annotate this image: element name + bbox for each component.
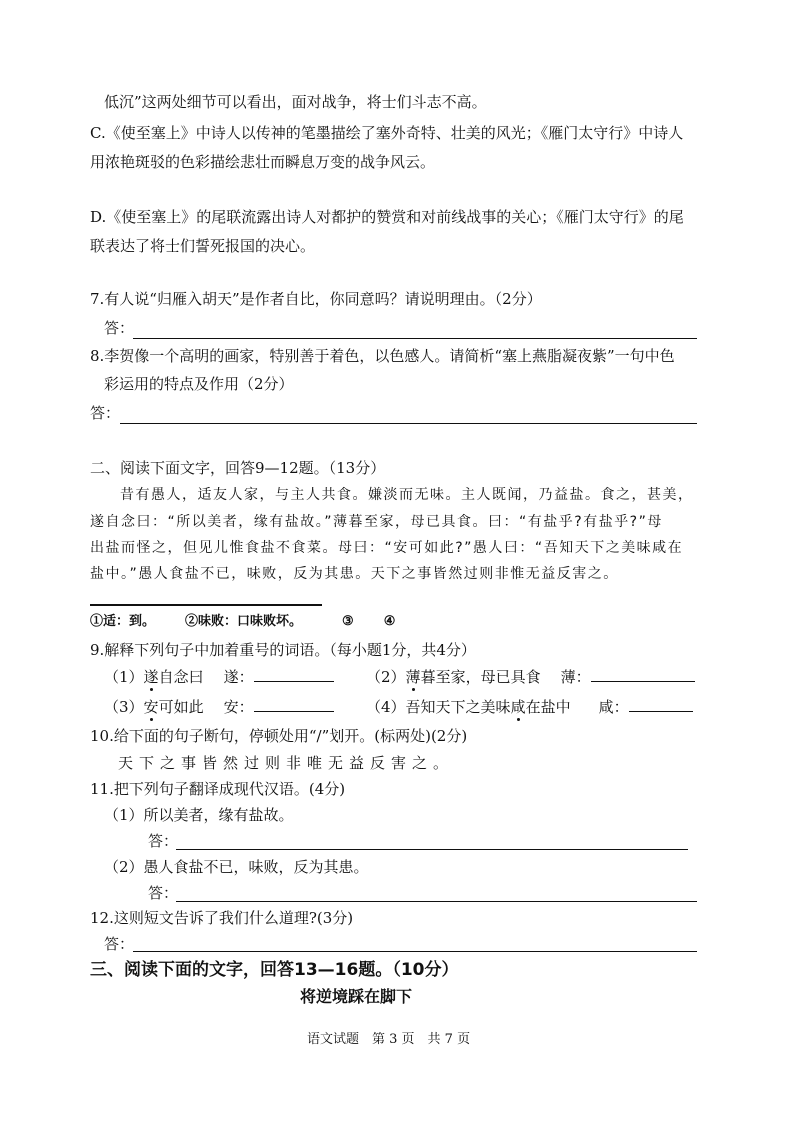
question-10: 10.给下面的句子断句，停顿处用“/”划开。(标两处)(2分) — [90, 727, 468, 745]
q11-item-1-answer-line[interactable] — [176, 849, 688, 850]
q9-item-1-num: （1） — [104, 668, 144, 686]
q9-item-1-word: 遂： — [223, 668, 254, 686]
q9-item-4-blank[interactable] — [629, 697, 693, 712]
q9-item-2-blank[interactable] — [591, 667, 695, 682]
question-12: 12.这则短文告诉了我们什么道理?(3分) — [90, 909, 354, 927]
q9-item-4-dotted-word: 咸 — [510, 698, 526, 716]
note-2: ②味败：口味败坏。 — [185, 614, 303, 629]
passage-line-2: 遂自念曰：“所以美者，缘有盐故。”薄暮至家，母已具食。曰：“有盐乎?有盐乎?”母 — [90, 514, 663, 530]
q9-item-1-blank[interactable] — [254, 667, 334, 682]
q9-item-1-text: 自念曰 — [158, 668, 204, 686]
q9-item-4-num: （4） — [366, 698, 406, 716]
section-3-heading: 三、阅读下面的文字，回答13—16题。（10分） — [90, 960, 459, 980]
q7-answer-label: 答： — [104, 319, 135, 337]
page-footer: 语文试题 第 3 页 共 7 页 — [307, 1032, 471, 1047]
option-c-line2: 用浓艳斑驳的色彩描绘悲壮而瞬息万变的战争风云。 — [90, 153, 436, 171]
q9-item-3-num: （3） — [104, 698, 144, 716]
q8-answer-label: 答： — [90, 404, 121, 422]
q9-item-2 — [366, 667, 695, 687]
q9-item-3 — [104, 697, 334, 717]
q11-item-2-answer-line[interactable] — [176, 901, 697, 902]
option-d-line2: 联表达了将士们誓死报国的决心。 — [90, 237, 316, 255]
option-d-line1: D.《使至塞上》的尾联流露出诗人对都护的赞赏和对前线战事的关心；《雁门太守行》的尾 — [90, 208, 684, 226]
q9-item-3-word: 安： — [223, 698, 254, 716]
q9-item-2-text: 暮至家，母已具食 — [420, 668, 541, 686]
q9-item-3-text: 可如此 — [158, 698, 204, 716]
option-b-tail: 低沉”这两处细节可以看出，面对战争，将士们斗志不高。 — [104, 93, 487, 111]
q9-item-1 — [104, 667, 334, 687]
q9-item-4-text-pre: 吾知天下之美味 — [405, 698, 511, 716]
q9-item-4 — [366, 697, 693, 717]
passage-line-3: 出盐而怪之，但见儿惟食盐不食菜。母曰：“安可如此?”愚人曰：“吾知天下之美味咸在 — [90, 540, 684, 556]
question-7: 7.有人说“归雁入胡天”是作者自比，你同意吗？请说明理由。（2分） — [90, 290, 542, 308]
q11-item-2: （2）愚人食盐不已，味败，反为其患。 — [104, 858, 369, 876]
q11-item-1-answer-label: 答： — [148, 832, 179, 850]
q8-answer-line[interactable] — [120, 423, 697, 424]
q9-item-2-dotted-word: 薄 — [405, 668, 421, 686]
q10-sentence: 天下之事皆然过则非唯无益反害之。 — [118, 754, 455, 772]
note-1: ①适：到。 — [90, 614, 156, 629]
q9-item-4-word: 咸： — [598, 698, 629, 716]
q11-item-2-answer-label: 答： — [148, 884, 179, 902]
q11-item-1: （1）所以美者，缘有盐故。 — [104, 806, 294, 824]
q9-item-1-dotted-word: 遂 — [143, 668, 159, 686]
section-2-heading: 二、阅读下面文字，回答9—12题。（13分） — [90, 459, 386, 477]
q9-item-3-dotted-word: 安 — [143, 698, 159, 716]
q12-answer-line[interactable] — [133, 951, 697, 952]
q9-item-3-blank[interactable] — [254, 697, 334, 712]
question-8-line1: 8.李贺像一个高明的画家，特别善于着色，以色感人。请简析“塞上燕脂凝夜紫”一句中色 — [90, 347, 675, 365]
q9-item-2-num: （2） — [366, 668, 406, 686]
passage-line-4: 盐中。”愚人食盐不已，味败，反为其患。天下之事皆然过则非惟无益反害之。 — [90, 566, 619, 582]
q9-item-4-text: 在盐中 — [525, 698, 571, 716]
passage-line-1: 昔有愚人，适友人家，与主人共食。嫌淡而无味。主人既闻，乃益盐。食之，甚美， — [120, 487, 694, 503]
note-3: ③ — [342, 614, 354, 629]
question-9: 9.解释下列句子中加着重号的词语。（每小题1分，共4分） — [90, 641, 476, 659]
question-11: 11.把下列句子翻译成现代汉语。(4分) — [90, 780, 346, 798]
notes-separator — [90, 604, 322, 606]
section-3-title: 将逆境踩在脚下 — [300, 987, 413, 1006]
notes-row — [90, 612, 395, 632]
q12-answer-label: 答： — [104, 935, 135, 953]
note-4: ④ — [383, 614, 396, 629]
q9-item-2-word: 薄： — [560, 668, 591, 686]
question-8-line2: 彩运用的特点及作用（2分） — [104, 375, 294, 393]
q7-answer-line[interactable] — [133, 338, 697, 339]
option-c-line1: C.《使至塞上》中诗人以传神的笔墨描绘了塞外奇特、壮美的风光；《雁门太守行》中诗人 — [90, 124, 684, 142]
